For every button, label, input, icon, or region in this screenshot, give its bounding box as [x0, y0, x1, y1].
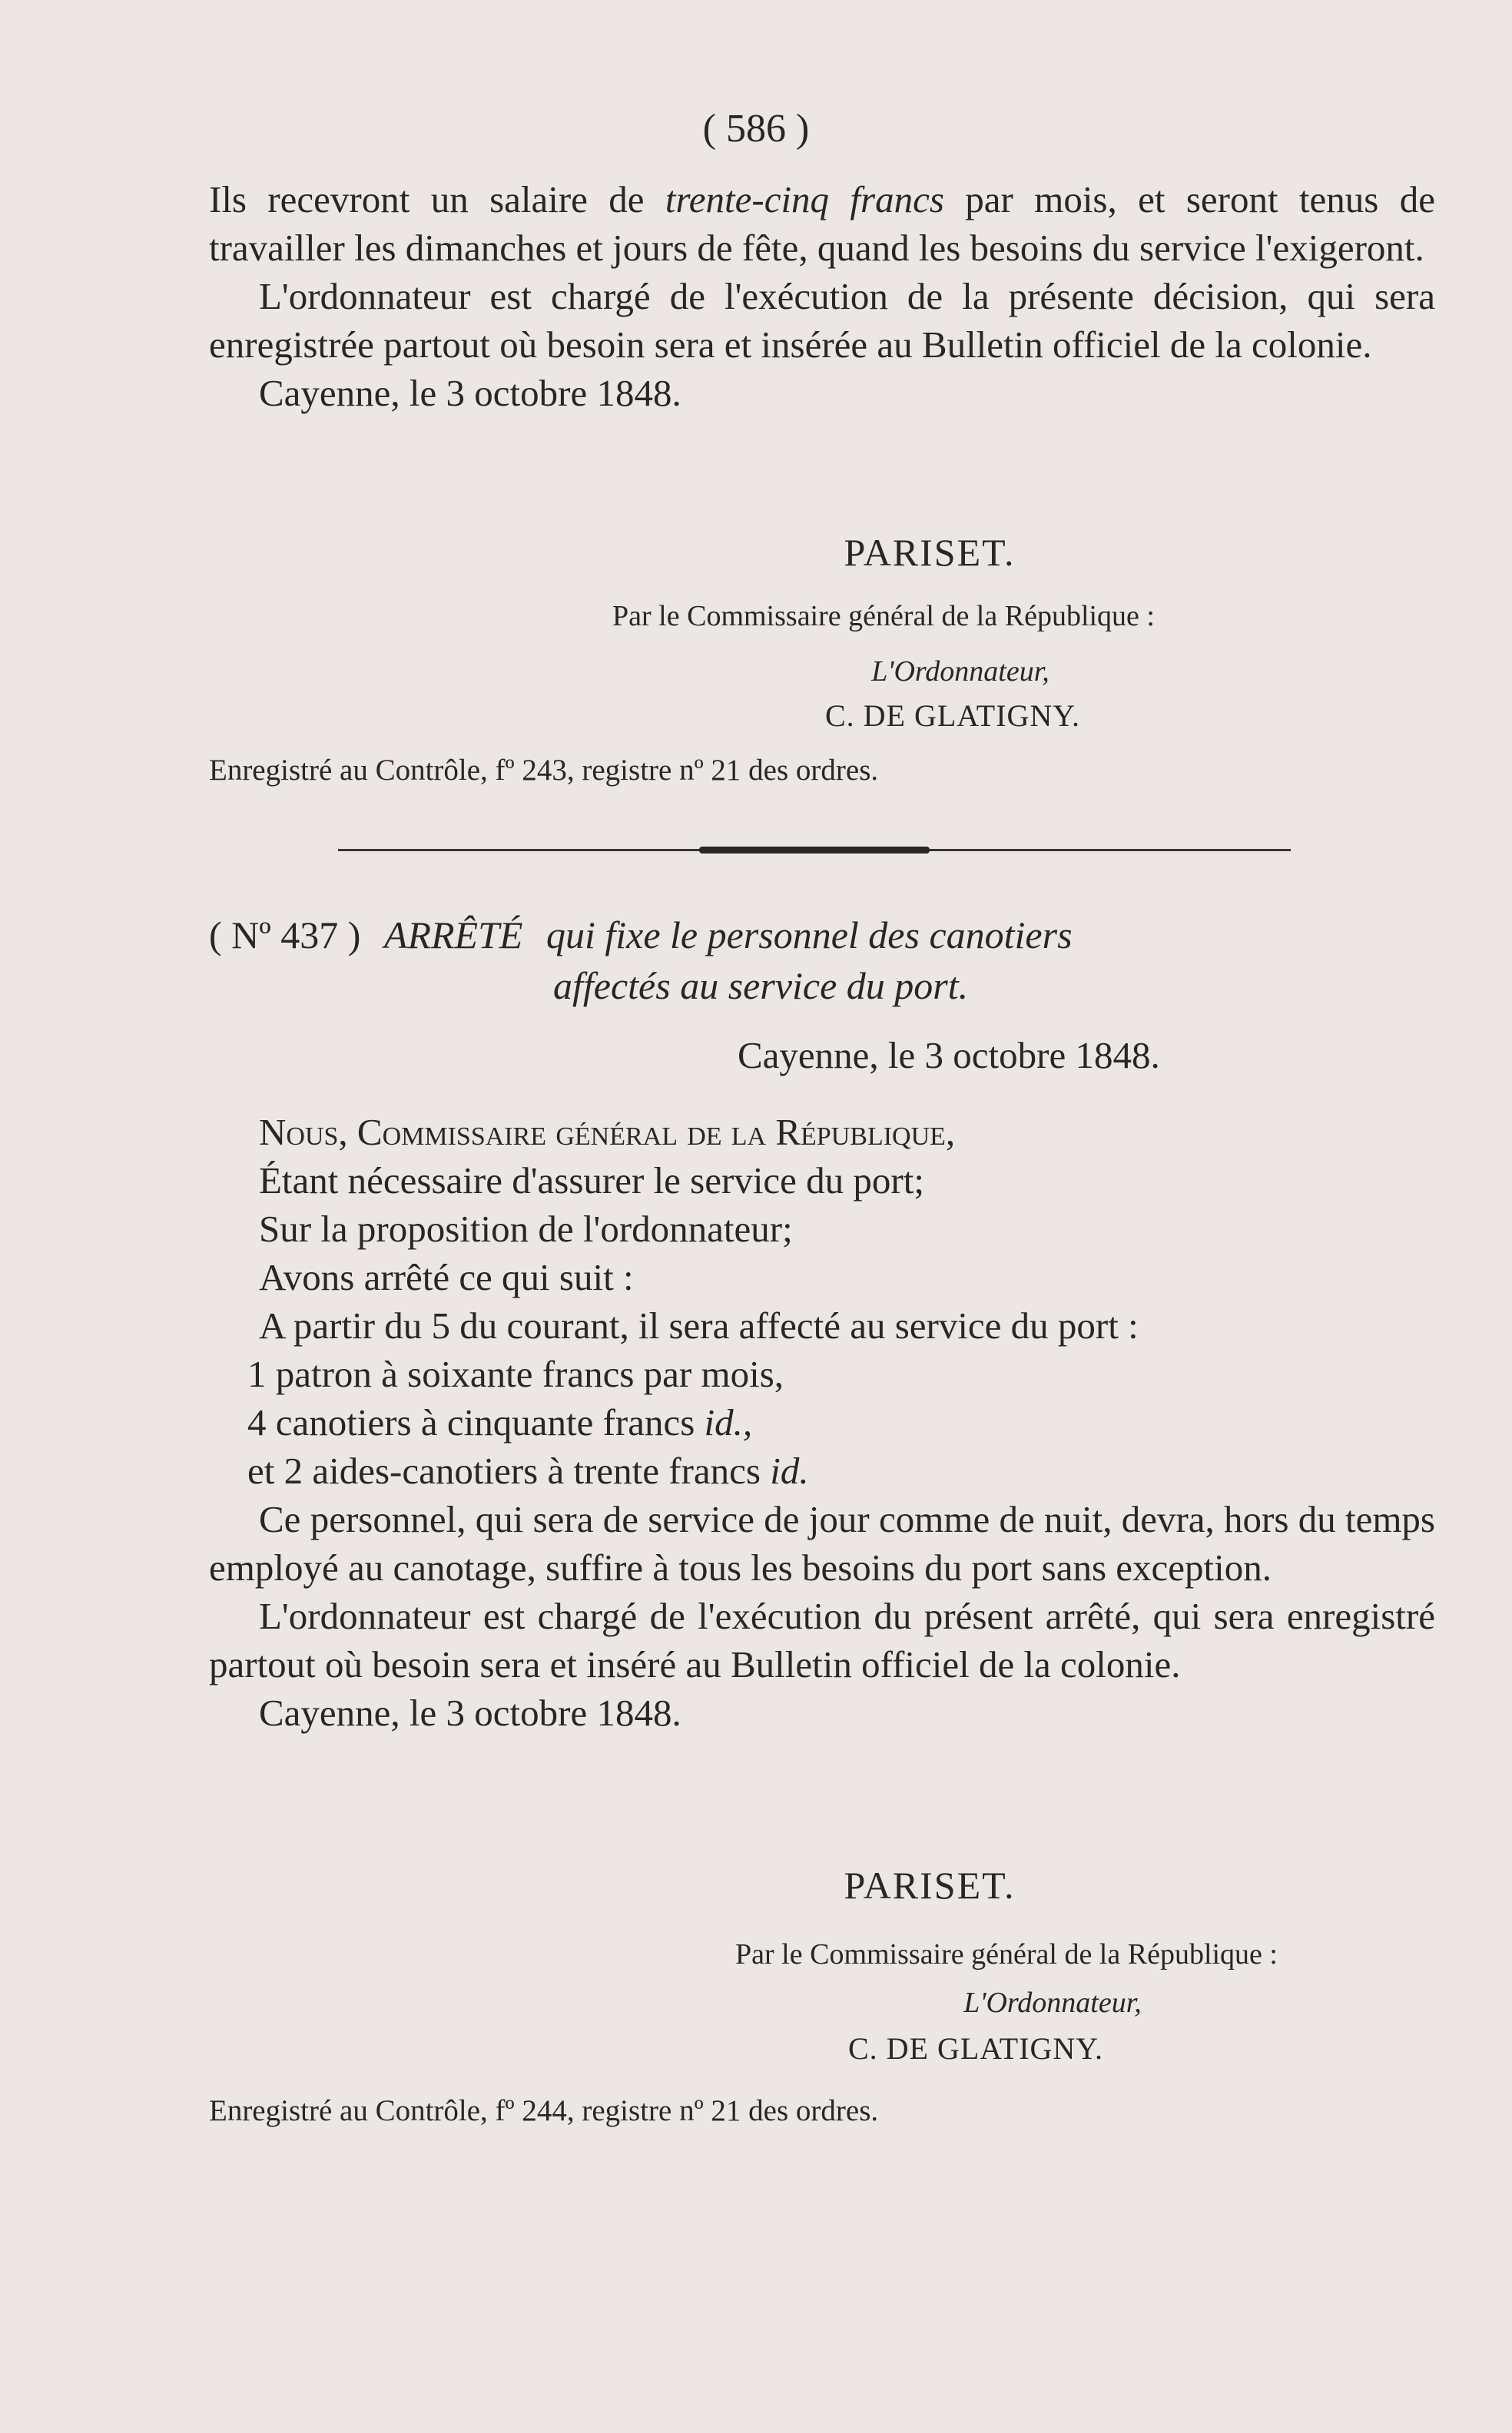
ordonnateur-paragraph: L'ordonnateur est chargé de l'exécution de la présente décision, qui sera enregistrée partout où besoin sera et insérée au Bulletin officiel de la colonie. — [209, 275, 1435, 366]
par-commissaire-1: Par le Commissaire général de la République : — [612, 600, 1155, 632]
signature-pariset-1: PARISET. — [844, 531, 1016, 574]
list-item: et 2 aides-canotiers à trente francs id. — [247, 1450, 809, 1492]
date-line: Cayenne, le 3 octobre 1848. — [259, 372, 681, 414]
par-commissaire-2: Par le Commissaire général de la République : — [735, 1938, 1278, 1971]
etant-line: Étant nécessaire d'assurer le service du port; — [259, 1159, 924, 1202]
avons-line: Avons arrêté ce qui suit : — [259, 1256, 634, 1298]
arrete-number: ( Nº 437 ) — [209, 913, 361, 956]
arrete-heading — [209, 911, 1435, 960]
countersign-glatigny-1: C. DE GLATIGNY. — [824, 698, 1081, 733]
sur-line: Sur la proposition de l'ordonnateur; — [259, 1208, 793, 1250]
salary-paragraph — [209, 175, 1435, 272]
list-item: 4 canotiers à cinquante francs id., — [247, 1401, 753, 1444]
arrete-word: ARRÊTÉ — [383, 913, 523, 956]
ordonnateur-title-1: L'Ordonnateur, — [871, 655, 1049, 688]
personnel-paragraph: Ce personnel, qui sera de service de jour comme de nuit, devra, hors du temps employé au canotage, suffire à tous les besoins du port sans exception. — [209, 1498, 1435, 1589]
section-divider-ornament — [699, 847, 930, 854]
salary-text-end: par mois, et seront tenus de travailler les dimanches et jours de fête, quand les besoins du service l'exigeront. — [209, 178, 1435, 269]
salary-amount: trente-cinq francs — [665, 178, 944, 220]
ordonnateur-title-2: L'Ordonnateur, — [963, 1987, 1142, 2019]
personnel-list — [209, 1350, 1435, 1495]
section-2-body — [209, 1108, 1435, 1737]
countersign-glatigny-2: C. DE GLATIGNY. — [847, 2031, 1104, 2066]
page-number: ( 586 ) — [702, 107, 810, 151]
nous-line: Nous, Commissaire général de la République, — [259, 1111, 956, 1153]
section-1-body — [209, 175, 1435, 417]
arrete-title-line-1: qui fixe le personnel des canotiers — [545, 913, 1073, 956]
arrete-dateline: Cayenne, le 3 octobre 1848. — [738, 1034, 1160, 1076]
arrete-title-line-2: affectés au service du port. — [553, 964, 969, 1007]
registration-2: Enregistré au Contrôle, fº 244, registre nº 21 des ordres. — [209, 2094, 879, 2127]
signature-pariset-2: PARISET. — [844, 1864, 1016, 1907]
registration-1: Enregistré au Contrôle, fº 243, registre nº 21 des ordres. — [209, 754, 879, 787]
salary-text-start: Ils recevront un salaire de — [209, 178, 665, 220]
date-line-2: Cayenne, le 3 octobre 1848. — [259, 1692, 681, 1734]
ordonnateur-paragraph-2: L'ordonnateur est chargé de l'exécution du présent arrêté, qui sera enregistré partout où besoin sera et inséré au Bulletin officiel de la colonie. — [209, 1595, 1435, 1686]
list-item: 1 patron à soixante francs par mois, — [247, 1353, 784, 1395]
a-partir-line: A partir du 5 du courant, il sera affecté au service du port : — [259, 1304, 1139, 1347]
